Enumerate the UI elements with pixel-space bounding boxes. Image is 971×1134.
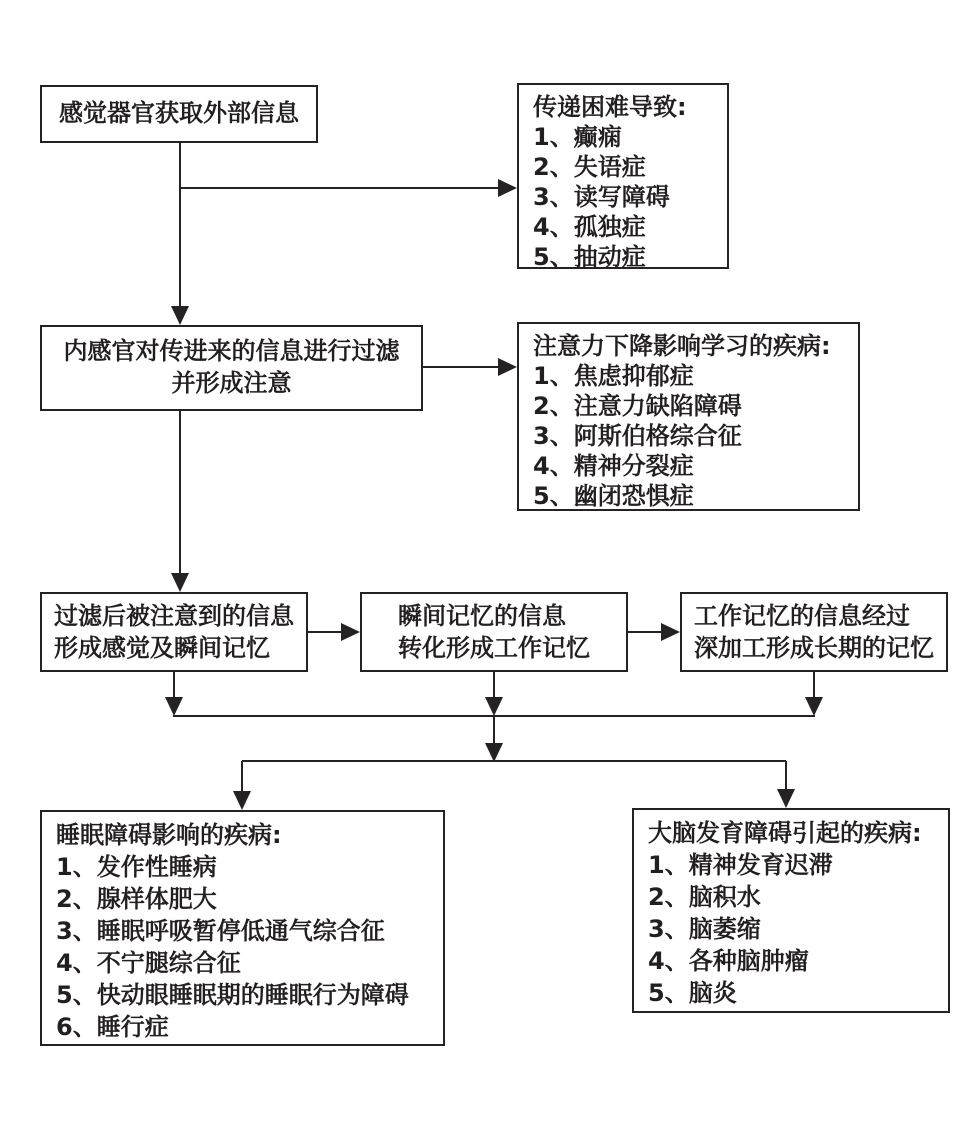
node-text: 瞬间记忆的信息 (398, 601, 566, 630)
node-text: 工作记忆的信息经过 (694, 601, 910, 630)
list-item: 3、读写障碍 (533, 183, 670, 211)
list-item: 5、幽闭恐惧症 (533, 482, 694, 510)
list-item: 1、癫痫 (533, 123, 622, 151)
list-item: 1、焦虑抑郁症 (533, 362, 694, 390)
list-item: 3、阿斯伯格综合征 (533, 422, 742, 450)
node-text: 过滤后被注意到的信息 (54, 601, 294, 630)
arrow-sensory-to-filter (171, 143, 189, 325)
arrow-instant-to-working (308, 623, 360, 641)
node-sensory-input (40, 85, 318, 143)
list-item: 3、睡眠呼吸暂停低通气综合征 (56, 917, 385, 945)
node-text: 并形成注意 (171, 369, 292, 397)
node-text: 形成感觉及瞬间记忆 (54, 634, 270, 662)
arrow-working-to-longterm (628, 623, 680, 641)
list-item: 4、精神分裂症 (533, 452, 694, 480)
list-item: 2、腺样体肥大 (56, 885, 217, 913)
drop-center (485, 716, 503, 762)
node-text: 深加工形成长期的记忆 (694, 634, 934, 662)
list-item: 5、抽动症 (533, 243, 646, 271)
node-text: 转化形成工作记忆 (398, 634, 590, 662)
list-item: 5、脑炎 (648, 979, 737, 1007)
node-filter-attention (40, 325, 423, 411)
node-title: 注意力下降影响学习的疾病: (533, 332, 831, 360)
node-sleep-disorder-diseases (40, 810, 445, 1046)
drop-longterm-memory (805, 672, 823, 716)
list-item: 4、孤独症 (533, 213, 646, 241)
list-item: 2、脑积水 (648, 883, 761, 911)
drop-working-memory (485, 672, 503, 716)
node-attention-decline-diseases (517, 322, 860, 511)
node-title: 传递困难导致: (533, 93, 687, 121)
node-text: 感觉器官获取外部信息 (59, 99, 299, 128)
arrow-sensory-to-transmission (180, 179, 517, 197)
list-item: 1、精神发育迟滞 (648, 851, 833, 879)
list-item: 6、睡行症 (56, 1013, 169, 1041)
node-instant-memory (40, 592, 308, 672)
node-brain-development-diseases (632, 808, 950, 1013)
list-item: 5、快动眼睡眠期的睡眠行为障碍 (56, 981, 409, 1009)
node-title: 睡眠障碍影响的疾病: (56, 821, 282, 849)
node-working-memory (360, 592, 628, 672)
node-longterm-memory (680, 592, 948, 672)
arrow-filter-to-instant-memory (171, 411, 189, 592)
list-item: 4、各种脑肿瘤 (648, 947, 809, 975)
node-title: 大脑发育障碍引起的疾病: (648, 819, 922, 847)
arrow-to-sleep-disorders (233, 761, 251, 810)
list-item: 2、注意力缺陷障碍 (533, 392, 742, 420)
list-item: 1、发作性睡病 (56, 853, 217, 881)
node-text: 内感官对传进来的信息进行过滤 (63, 337, 400, 366)
arrow-filter-to-attention (423, 358, 517, 376)
list-item: 2、失语症 (533, 153, 646, 181)
node-transmission-difficulty (517, 83, 729, 269)
arrow-to-brain-development (777, 761, 795, 808)
list-item: 4、不宁腿综合征 (56, 949, 241, 977)
drop-instant-memory (165, 672, 183, 716)
list-item: 3、脑萎缩 (648, 915, 761, 943)
